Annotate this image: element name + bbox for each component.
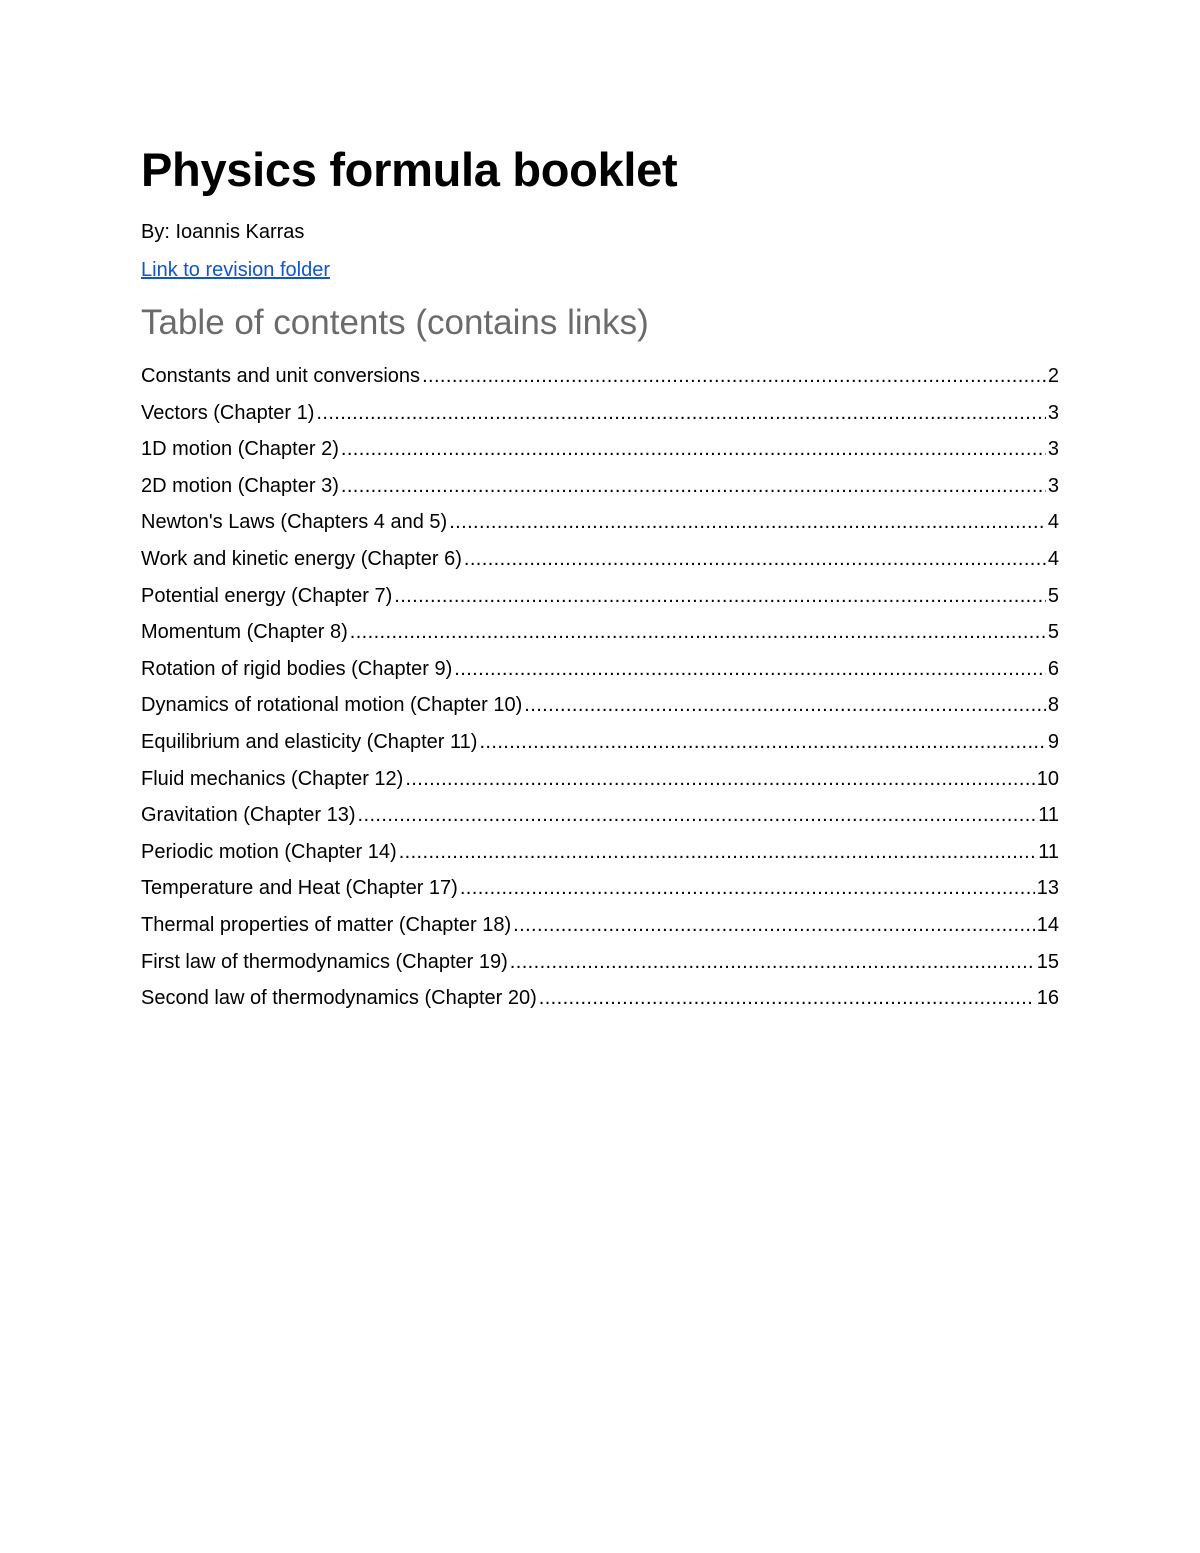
toc-entry-page: 16	[1036, 987, 1059, 1010]
page-content	[141, 142, 1059, 1023]
toc-entry-label: Temperature and Heat (Chapter 17)	[141, 877, 458, 900]
toc-entry[interactable]	[141, 767, 1059, 804]
toc-entry-page: 14	[1036, 913, 1059, 936]
toc-dot-leader	[454, 657, 1046, 681]
toc-dot-leader	[510, 950, 1035, 974]
toc-entry-label: Dynamics of rotational motion (Chapter 10)	[141, 694, 523, 717]
toc-entry-page: 13	[1036, 877, 1059, 900]
toc-dot-leader	[405, 767, 1034, 791]
toc-entry-label: Thermal properties of matter (Chapter 18)	[141, 913, 512, 936]
toc-dot-leader	[358, 803, 1037, 827]
toc-entry-page: 10	[1036, 767, 1059, 790]
toc-entry-label: Potential energy (Chapter 7)	[141, 584, 393, 607]
toc-entry-page: 5	[1047, 621, 1059, 644]
toc-entry-label: Newton's Laws (Chapters 4 and 5)	[141, 511, 448, 534]
toc-entry-page: 15	[1036, 950, 1059, 973]
toc-entry[interactable]	[141, 474, 1059, 511]
revision-folder-link[interactable]: Link to revision folder	[141, 259, 330, 281]
toc-entry-label: Constants and unit conversions	[141, 365, 421, 387]
toc-entry-label: Equilibrium and elasticity (Chapter 11)	[141, 730, 478, 753]
toc-entry-page: 3	[1047, 438, 1059, 461]
toc-entry-label: Periodic motion (Chapter 14)	[141, 840, 397, 863]
toc-entry-label: First law of thermodynamics (Chapter 19)	[141, 950, 508, 973]
toc-entry[interactable]	[141, 510, 1059, 547]
toc-dot-leader	[539, 986, 1035, 1010]
toc-dot-leader	[316, 401, 1045, 425]
toc-entry[interactable]	[141, 913, 1059, 950]
document-title: Physics formula booklet	[141, 143, 678, 196]
toc-entry-page: 11	[1038, 840, 1059, 863]
toc-entry-label: Rotation of rigid bodies (Chapter 9)	[141, 657, 453, 680]
toc-entry-label: 1D motion (Chapter 2)	[141, 438, 339, 461]
toc-entry[interactable]	[141, 401, 1059, 438]
toc-entry[interactable]	[141, 584, 1059, 621]
toc-entry[interactable]	[141, 437, 1059, 474]
toc-entry[interactable]	[141, 620, 1059, 657]
toc-entry[interactable]	[141, 364, 1059, 401]
toc-entry-page: 4	[1047, 547, 1059, 570]
toc-entry[interactable]	[141, 840, 1059, 877]
toc-entry[interactable]	[141, 876, 1059, 913]
toc-entry-page: 3	[1047, 401, 1059, 424]
toc-entry-label: Vectors (Chapter 1)	[141, 401, 315, 424]
toc-entry-label: Fluid mechanics (Chapter 12)	[141, 767, 404, 790]
toc-dot-leader	[513, 913, 1035, 937]
toc-entry-page: 9	[1047, 730, 1059, 753]
toc-entry[interactable]	[141, 986, 1059, 1023]
toc-entry-page: 8	[1047, 694, 1059, 717]
toc-entry[interactable]	[141, 547, 1059, 584]
toc-entry-label: Work and kinetic energy (Chapter 6)	[141, 547, 462, 570]
toc-entry[interactable]	[141, 803, 1059, 840]
toc-entry-page: 5	[1047, 584, 1059, 607]
toc-entry[interactable]	[141, 657, 1059, 694]
toc-entry-label: Momentum (Chapter 8)	[141, 621, 348, 644]
toc-heading: Table of contents (contains links)	[141, 303, 649, 342]
toc-dot-leader	[460, 876, 1035, 900]
toc-entry-page: 11	[1038, 804, 1059, 827]
toc-entry[interactable]	[141, 950, 1059, 987]
toc-entry[interactable]	[141, 730, 1059, 767]
toc-list	[141, 364, 1059, 1023]
toc-dot-leader	[341, 437, 1046, 461]
toc-dot-leader	[422, 364, 1046, 388]
toc-entry-label: 2D motion (Chapter 3)	[141, 474, 339, 497]
toc-dot-leader	[479, 730, 1045, 754]
toc-dot-leader	[449, 510, 1046, 534]
toc-dot-leader	[350, 620, 1046, 644]
toc-entry[interactable]	[141, 693, 1059, 730]
author-line: By: Ioannis Karras	[141, 221, 305, 243]
toc-dot-leader	[399, 840, 1037, 864]
toc-entry-page: 4	[1047, 511, 1059, 534]
toc-entry-page: 3	[1047, 474, 1059, 497]
toc-entry-page: 6	[1047, 657, 1059, 680]
toc-entry-page: 2	[1047, 365, 1059, 387]
toc-entry-label: Second law of thermodynamics (Chapter 20)	[141, 987, 537, 1010]
toc-entry-label: Gravitation (Chapter 13)	[141, 804, 356, 827]
toc-dot-leader	[394, 584, 1046, 608]
toc-dot-leader	[524, 693, 1046, 717]
toc-dot-leader	[341, 474, 1046, 498]
toc-dot-leader	[464, 547, 1046, 571]
